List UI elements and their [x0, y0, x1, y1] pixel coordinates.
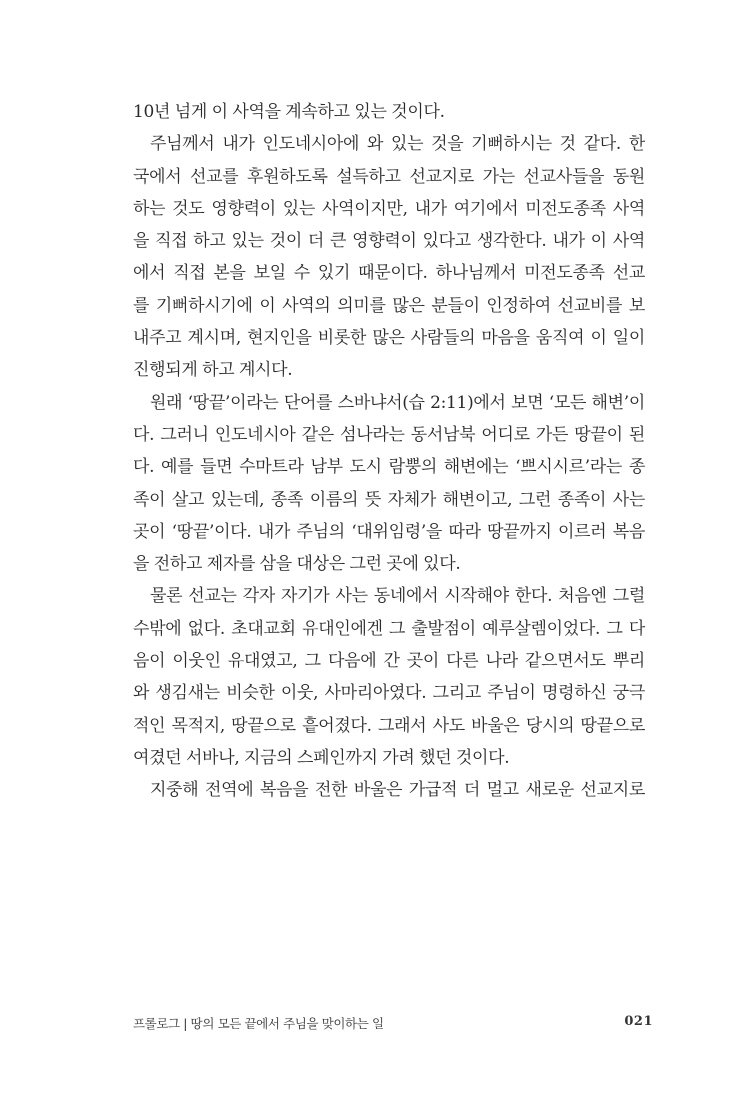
text-line: 여겼던 서바나, 지금의 스페인까지 가려 했던 것이다.	[133, 747, 510, 768]
text-line: 을 직접 하고 있는 것이 더 큰 영향력이 있다고 생각한다. 내가 이 사역	[133, 231, 645, 252]
text-line: 적인 목적지, 땅끝으로 흩어졌다. 그래서 사도 바울은 당시의 땅끝으로	[133, 715, 645, 736]
text-line: 족이 살고 있는데, 종족 이름의 뜻 자체가 해변이고, 그런 종족이 사는	[133, 489, 645, 510]
text-line: 을 전하고 제자를 삼을 대상은 그런 곳에 있다.	[133, 554, 461, 575]
text-line: 원래 ‘땅끝’이라는 단어를 스바냐서(습 2:11)에서 보면 ‘모든 해변’이	[150, 392, 645, 413]
text-line: 내주고 계시며, 현지인을 비롯한 많은 사람들의 마음을 움직여 이 일이	[133, 328, 645, 349]
page-footer	[133, 1014, 653, 1034]
text-line: 주님께서 내가 인도네시아에 와 있는 것을 기뻐하시는 것 같다. 한	[150, 134, 645, 155]
page-number: 021	[624, 1014, 653, 1029]
text-line: 곳이 ‘땅끝’이다. 내가 주님의 ‘대위임령’을 따라 땅끝까지 이르러 복음	[133, 521, 645, 542]
text-line: 수밖에 없다. 초대교회 유대인에겐 그 출발점이 예루살렘이었다. 그 다	[133, 618, 645, 639]
text-line: 다. 그러니 인도네시아 같은 섬나라는 동서남북 어디로 가든 땅끝이 된	[133, 424, 645, 445]
running-head: 프롤로그 | 땅의 모든 끝에서 주님을 맞이하는 일	[133, 1016, 384, 1031]
text-line: 물론 선교는 각자 자기가 사는 동네에서 시작해야 한다. 처음엔 그럴	[150, 586, 645, 607]
text-line: 지중해 전역에 복음을 전한 바울은 가급적 더 멀고 새로운 선교지로	[150, 780, 645, 801]
body-text	[133, 96, 645, 807]
text-line: 를 기뻐하시기에 이 사역의 의미를 많은 분들이 인정하여 선교비를 보	[133, 295, 645, 316]
text-line: 진행되게 하고 계시다.	[133, 360, 293, 381]
text-line: 하는 것도 영향력이 있는 사역이지만, 내가 여기에서 미전도종족 사역	[133, 198, 645, 219]
text-line: 10년 넘게 이 사역을 계속하고 있는 것이다.	[133, 102, 445, 122]
text-line: 에서 직접 본을 보일 수 있기 때문이다. 하나님께서 미전도종족 선교	[133, 263, 645, 284]
text-line: 음이 이웃인 유대였고, 그 다음에 간 곳이 다른 나라 같으면서도 뿌리	[133, 651, 645, 672]
text-line: 다. 예를 들면 수마트라 남부 도시 람뿡의 해변에는 ‘쁘시시르’라는 종	[133, 457, 645, 478]
text-line: 와 생김새는 비슷한 이웃, 사마리아였다. 그리고 주님이 명령하신 궁극	[133, 683, 645, 704]
text-line: 국에서 선교를 후원하도록 설득하고 선교지로 가는 선교사들을 동원	[133, 166, 645, 187]
